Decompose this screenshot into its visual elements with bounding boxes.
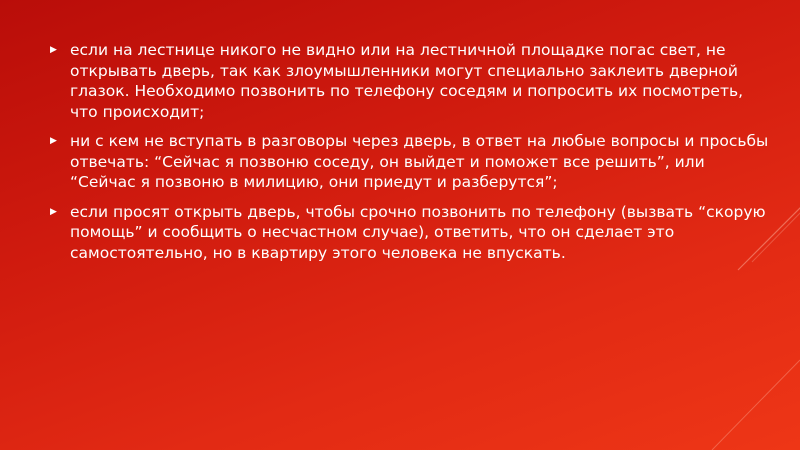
bullet-text-3: если просят открыть дверь, чтобы срочно позвонить по телефону (вызвать “скорую помощь” и сообщить о несчастном случае), ответить, что он сделает это самостоятельно, но в квартиру этого человека не впускать. bbox=[70, 202, 766, 262]
bullet-list bbox=[50, 40, 770, 272]
triangle-right-icon: ▶ bbox=[50, 45, 57, 55]
bullet-item-1 bbox=[50, 40, 770, 122]
bullet-text-1: если на лестнице никого не видно или на лестничной площадке погас свет, не открывать дверь, так как злоумышленники могут специально заклеить дверной глазок. Необходимо позвонить по телефону соседям и попросить их посмотреть, что происходит; bbox=[70, 41, 744, 121]
bullet-item-2 bbox=[50, 131, 770, 193]
triangle-right-icon: ▶ bbox=[50, 206, 57, 217]
bullet-text-2: ни с кем не вступать в разговоры через дверь, в ответ на любые вопросы и просьбы отвечать: “Сейчас я позвоню соседу, он выйдет и поможет все решить”, или “Сейчас я позвоню в милицию, они приедут и разберутся”; bbox=[70, 132, 769, 191]
triangle-right-icon: ▶ bbox=[50, 136, 57, 146]
diagonal-line-lower bbox=[712, 360, 800, 450]
bullet-item-3 bbox=[50, 202, 770, 264]
